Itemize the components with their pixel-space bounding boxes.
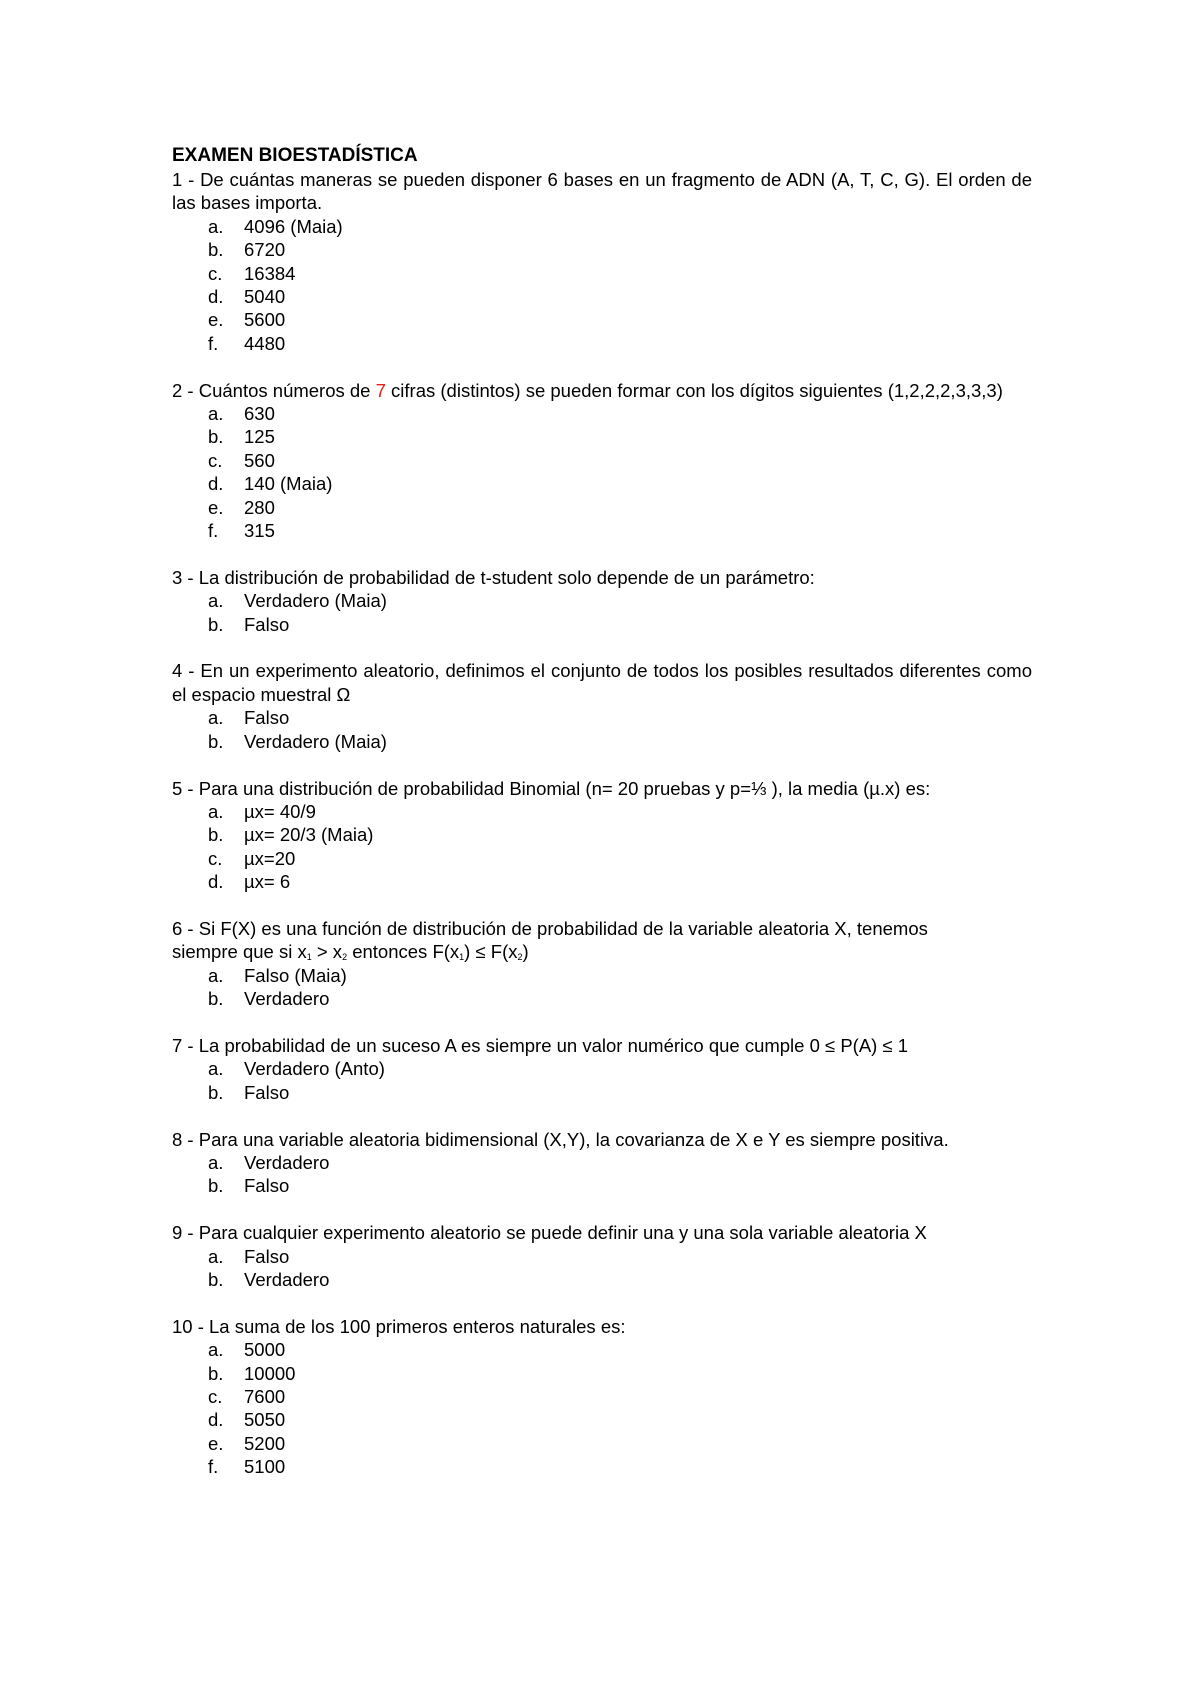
option-text: 140 (Maia) xyxy=(244,473,333,495)
option-letter: a. xyxy=(208,215,224,237)
question-text: 1 - De cuántas maneras se pueden disponer 6 bases en un fragmento de ADN (A, T, C, G). El orden de las bases importa. xyxy=(172,169,1032,214)
option-text: µx= 6 xyxy=(244,871,291,893)
question-text-part: siempre que si x xyxy=(172,941,307,963)
option-letter: b. xyxy=(208,613,224,635)
question-7 xyxy=(172,1034,1032,1104)
option-text: Falso xyxy=(244,1245,290,1267)
option-letter: d. xyxy=(208,286,224,308)
option-list xyxy=(172,964,1032,1011)
option-list xyxy=(172,1057,1032,1104)
option-letter: a. xyxy=(208,707,224,729)
question-text xyxy=(172,917,1032,964)
option-letter: f. xyxy=(208,332,219,354)
option-text: 4096 (Maia) xyxy=(244,215,343,237)
option-letter: a. xyxy=(208,964,224,986)
question-text-part: cifras (distintos) se pueden formar con los dígitos siguientes (1,2,2,2,3,3,3) xyxy=(385,379,1003,401)
option-text: 4480 xyxy=(244,332,286,354)
question-text xyxy=(172,379,1032,402)
option-letter: b. xyxy=(208,988,224,1010)
question-text: 10 - La suma de los 100 primeros enteros naturales es: xyxy=(172,1315,626,1337)
option-text: 5040 xyxy=(244,286,286,308)
option-letter: d. xyxy=(208,1409,224,1431)
option-letter: f. xyxy=(208,1456,219,1478)
option-text: 16384 xyxy=(244,262,296,284)
option-text: Falso (Maia) xyxy=(244,964,347,986)
answer-option xyxy=(172,519,1032,542)
option-text: Falso xyxy=(244,613,290,635)
option-text: 7600 xyxy=(244,1385,286,1407)
option-list xyxy=(172,1338,1032,1478)
question-list xyxy=(172,168,1032,1479)
question-text: 4 - En un experimento aleatorio, definimos el conjunto de todos los posibles resultados diferentes como el espacio muestral Ω xyxy=(172,660,1032,705)
answer-option xyxy=(172,1432,1032,1455)
answer-option xyxy=(172,1362,1032,1385)
question-text: 3 - La distribución de probabilidad de t-student solo depende de un parámetro: xyxy=(172,566,815,588)
option-letter: c. xyxy=(208,449,223,471)
option-letter: d. xyxy=(208,871,224,893)
answer-option xyxy=(172,987,1032,1010)
answer-option xyxy=(172,285,1032,308)
answer-option xyxy=(172,847,1032,870)
answer-option xyxy=(172,496,1032,519)
option-letter: b. xyxy=(208,239,224,261)
option-letter: a. xyxy=(208,590,224,612)
option-letter: e. xyxy=(208,309,224,331)
answer-option xyxy=(172,706,1032,729)
answer-option xyxy=(172,1338,1032,1361)
option-text: 560 xyxy=(244,449,275,471)
question-text-part: > x xyxy=(311,941,343,963)
question-2 xyxy=(172,379,1032,543)
question-6 xyxy=(172,917,1032,1011)
answer-option xyxy=(172,1081,1032,1104)
option-text: 5050 xyxy=(244,1409,286,1431)
exam-document xyxy=(172,144,1032,1502)
option-letter: f. xyxy=(208,520,219,542)
option-text: Verdadero (Maia) xyxy=(244,730,387,752)
answer-option xyxy=(172,402,1032,425)
answer-option xyxy=(172,238,1032,261)
answer-option xyxy=(172,332,1032,355)
option-text: 125 xyxy=(244,426,275,448)
option-text: 630 xyxy=(244,403,275,425)
option-list xyxy=(172,215,1032,355)
question-8 xyxy=(172,1128,1032,1198)
option-letter: b. xyxy=(208,824,224,846)
option-letter: e. xyxy=(208,496,224,518)
answer-option xyxy=(172,800,1032,823)
option-letter: d. xyxy=(208,473,224,495)
option-letter: a. xyxy=(208,403,224,425)
answer-option xyxy=(172,1455,1032,1478)
option-letter: a. xyxy=(208,1245,224,1267)
option-letter: b. xyxy=(208,1268,224,1290)
answer-option xyxy=(172,449,1032,472)
answer-option xyxy=(172,1385,1032,1408)
option-list xyxy=(172,1245,1032,1292)
option-text: 280 xyxy=(244,496,275,518)
question-text: 8 - Para una variable aleatoria bidimensional (X,Y), la covarianza de X e Y es siempre positiva. xyxy=(172,1128,949,1150)
answer-option xyxy=(172,1151,1032,1174)
answer-option xyxy=(172,472,1032,495)
subscript: 2 xyxy=(342,952,348,963)
option-text: Falso xyxy=(244,1175,290,1197)
question-text: 5 - Para una distribución de probabilidad Binomial (n= 20 pruebas y p=⅓ ), la media (µ.x) es: xyxy=(172,777,931,799)
option-list xyxy=(172,1151,1032,1198)
exam-title: EXAMEN BIOESTADÍSTICA xyxy=(172,145,418,166)
option-text: Falso xyxy=(244,1081,290,1103)
option-text: 5200 xyxy=(244,1432,286,1454)
option-text: Falso xyxy=(244,707,290,729)
option-text: µx=20 xyxy=(244,847,296,869)
option-text: 6720 xyxy=(244,239,286,261)
answer-option xyxy=(172,1268,1032,1291)
question-text-part: ) ≤ F(x xyxy=(464,941,518,963)
option-text: 5100 xyxy=(244,1456,286,1478)
option-list xyxy=(172,706,1032,753)
option-letter: b. xyxy=(208,1362,224,1384)
option-letter: a. xyxy=(208,1058,224,1080)
option-text: 5600 xyxy=(244,309,286,331)
question-text-part: entonces F(x xyxy=(347,941,460,963)
option-letter: a. xyxy=(208,1151,224,1173)
option-letter: e. xyxy=(208,1432,224,1454)
subscript: 1 xyxy=(459,952,465,963)
option-letter: b. xyxy=(208,426,224,448)
option-list xyxy=(172,800,1032,894)
question-text-part: ) xyxy=(522,941,529,963)
answer-option xyxy=(172,964,1032,987)
answer-option xyxy=(172,823,1032,846)
option-text: Verdadero (Maia) xyxy=(244,590,387,612)
answer-option xyxy=(172,1245,1032,1268)
option-letter: b. xyxy=(208,1175,224,1197)
question-10 xyxy=(172,1315,1032,1479)
question-9 xyxy=(172,1221,1032,1291)
answer-option xyxy=(172,613,1032,636)
option-text: Verdadero (Anto) xyxy=(244,1058,385,1080)
option-list xyxy=(172,402,1032,542)
option-letter: b. xyxy=(208,1081,224,1103)
subscript: 1 xyxy=(306,952,312,963)
option-text: µx= 20/3 (Maia) xyxy=(244,824,374,846)
question-text-line: 6 - Si F(X) es una función de distribución de probabilidad de la variable aleatoria X, tenemos xyxy=(172,917,928,939)
question-1 xyxy=(172,168,1032,355)
answer-option xyxy=(172,870,1032,893)
option-text: 10000 xyxy=(244,1362,296,1384)
answer-option xyxy=(172,589,1032,612)
question-5 xyxy=(172,777,1032,894)
answer-option xyxy=(172,308,1032,331)
answer-option xyxy=(172,262,1032,285)
option-letter: a. xyxy=(208,800,224,822)
answer-option xyxy=(172,1408,1032,1431)
answer-option xyxy=(172,215,1032,238)
option-letter: a. xyxy=(208,1339,224,1361)
question-text: 7 - La probabilidad de un suceso A es siempre un valor numérico que cumple 0 ≤ P(A) ≤ 1 xyxy=(172,1034,909,1056)
subscript: 2 xyxy=(517,952,523,963)
question-text-part: 2 - Cuántos números de xyxy=(172,379,376,401)
option-letter: c. xyxy=(208,847,223,869)
option-text: Verdadero xyxy=(244,988,330,1010)
answer-option xyxy=(172,730,1032,753)
option-text: µx= 40/9 xyxy=(244,800,316,822)
option-text: 315 xyxy=(244,520,275,542)
answer-option xyxy=(172,1174,1032,1197)
option-list xyxy=(172,589,1032,636)
answer-option xyxy=(172,425,1032,448)
option-text: Verdadero xyxy=(244,1151,330,1173)
question-3 xyxy=(172,566,1032,636)
question-text: 9 - Para cualquier experimento aleatorio se puede definir una y una sola variable aleatoria X xyxy=(172,1222,927,1244)
option-text: Verdadero xyxy=(244,1268,330,1290)
option-letter: b. xyxy=(208,730,224,752)
question-4 xyxy=(172,659,1032,753)
option-text: 5000 xyxy=(244,1339,286,1361)
highlighted-number: 7 xyxy=(375,379,386,401)
option-letter: c. xyxy=(208,1385,223,1407)
option-letter: c. xyxy=(208,262,223,284)
answer-option xyxy=(172,1057,1032,1080)
